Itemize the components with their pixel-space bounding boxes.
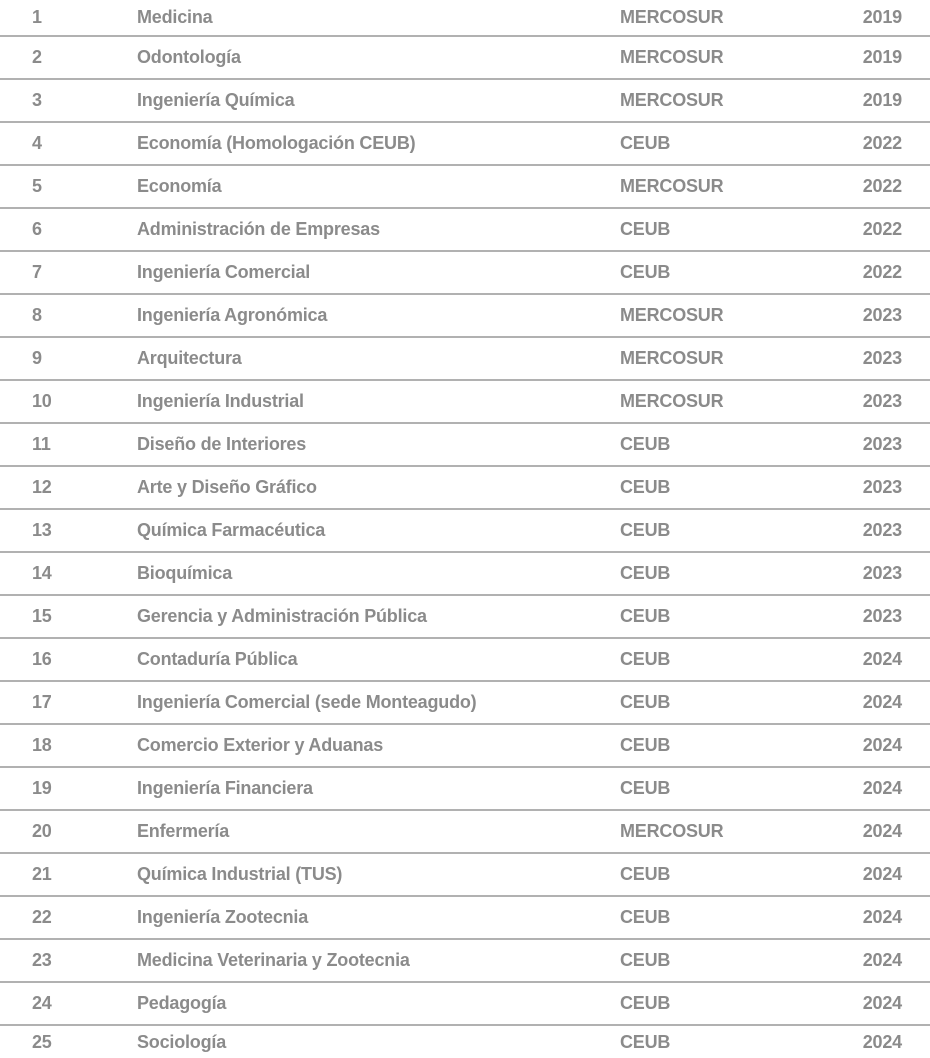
row-number: 3 xyxy=(32,90,42,110)
row-number: 18 xyxy=(32,735,52,755)
table-row xyxy=(0,639,930,682)
accreditation-year: 2023 xyxy=(862,348,902,368)
table-row xyxy=(0,295,930,338)
program-name: Ingeniería Industrial xyxy=(137,391,304,411)
row-number: 13 xyxy=(32,520,52,540)
row-number: 24 xyxy=(32,993,52,1013)
program-name: Química Industrial (TUS) xyxy=(137,864,343,884)
table-row xyxy=(0,596,930,639)
row-number: 7 xyxy=(32,262,42,282)
table-row xyxy=(0,166,930,209)
program-name: Sociología xyxy=(137,1031,227,1052)
table-row xyxy=(0,37,930,80)
accreditation-body: MERCOSUR xyxy=(620,90,724,110)
accreditation-body: CEUB xyxy=(620,993,671,1013)
program-name: Arquitectura xyxy=(137,348,242,368)
row-number: 20 xyxy=(32,821,52,841)
program-name: Bioquímica xyxy=(137,563,233,583)
accreditation-year: 2024 xyxy=(862,649,902,669)
accreditation-body: MERCOSUR xyxy=(620,7,724,27)
table-row xyxy=(0,854,930,897)
table-row xyxy=(0,682,930,725)
table-row xyxy=(0,381,930,424)
table-row xyxy=(0,553,930,596)
row-number: 5 xyxy=(32,176,42,196)
accreditation-body: MERCOSUR xyxy=(620,47,724,67)
row-number: 6 xyxy=(32,219,42,239)
program-name: Química Farmacéutica xyxy=(137,520,326,540)
accreditation-body: CEUB xyxy=(620,133,671,153)
table-row xyxy=(0,123,930,166)
accreditation-body: MERCOSUR xyxy=(620,821,724,841)
table-row xyxy=(0,897,930,940)
program-name: Ingeniería Agronómica xyxy=(137,305,328,325)
row-number: 14 xyxy=(32,563,52,583)
accreditation-body: CEUB xyxy=(620,1031,671,1052)
row-number: 23 xyxy=(32,950,52,970)
program-name: Administración de Empresas xyxy=(137,219,380,239)
program-name: Ingeniería Comercial xyxy=(137,262,311,282)
table-row xyxy=(0,80,930,123)
row-number: 16 xyxy=(32,649,52,669)
row-number: 11 xyxy=(32,434,51,454)
accreditation-year: 2022 xyxy=(862,219,902,239)
accreditation-body: CEUB xyxy=(620,692,671,712)
program-name: Medicina xyxy=(137,7,213,27)
accreditation-year: 2024 xyxy=(862,950,902,970)
accreditation-year: 2024 xyxy=(862,821,902,841)
accreditation-body: MERCOSUR xyxy=(620,305,724,325)
accreditation-year: 2023 xyxy=(862,606,902,626)
table-row xyxy=(0,983,930,1026)
row-number: 1 xyxy=(32,7,42,27)
row-number: 4 xyxy=(32,133,42,153)
accreditation-year: 2023 xyxy=(862,305,902,325)
row-number: 9 xyxy=(32,348,42,368)
table-row xyxy=(0,467,930,510)
program-name: Medicina Veterinaria y Zootecnia xyxy=(137,950,410,970)
accreditation-body: CEUB xyxy=(620,606,671,626)
accreditation-year: 2024 xyxy=(862,907,902,927)
program-name: Ingeniería Química xyxy=(137,90,295,110)
program-name: Arte y Diseño Gráfico xyxy=(137,477,317,497)
table-row xyxy=(0,209,930,252)
accreditation-year: 2022 xyxy=(862,262,902,282)
accreditation-year: 2024 xyxy=(862,692,902,712)
accreditation-year: 2023 xyxy=(862,434,902,454)
accreditation-year: 2024 xyxy=(862,993,902,1013)
accreditation-year: 2023 xyxy=(862,520,902,540)
program-name: Economía xyxy=(137,176,222,196)
row-number: 8 xyxy=(32,305,42,325)
program-name: Ingeniería Financiera xyxy=(137,778,313,798)
accreditation-body: MERCOSUR xyxy=(620,391,724,411)
accreditation-body: CEUB xyxy=(620,219,671,239)
row-number: 21 xyxy=(32,864,52,884)
accreditation-year: 2024 xyxy=(862,778,902,798)
row-number: 25 xyxy=(32,1031,52,1052)
accreditation-year: 2024 xyxy=(862,1031,902,1052)
table-row xyxy=(0,510,930,553)
row-number: 19 xyxy=(32,778,52,798)
row-number: 15 xyxy=(32,606,52,626)
accreditation-body: CEUB xyxy=(620,778,671,798)
accreditation-year: 2022 xyxy=(862,133,902,153)
program-name: Diseño de Interiores xyxy=(137,434,307,454)
table-row xyxy=(0,940,930,983)
row-number: 10 xyxy=(32,391,52,411)
accreditation-body: CEUB xyxy=(620,864,671,884)
program-name: Enfermería xyxy=(137,821,230,841)
table-row xyxy=(0,725,930,768)
table-row xyxy=(0,0,930,37)
row-number: 12 xyxy=(32,477,52,497)
accreditation-body: CEUB xyxy=(620,520,671,540)
accreditation-year: 2024 xyxy=(862,864,902,884)
accreditation-year: 2023 xyxy=(862,477,902,497)
table-row xyxy=(0,252,930,295)
table-row xyxy=(0,1026,930,1058)
accreditation-year: 2019 xyxy=(862,7,902,27)
accreditation-body: MERCOSUR xyxy=(620,348,724,368)
accreditation-year: 2023 xyxy=(862,391,902,411)
program-name: Odontología xyxy=(137,47,241,67)
accreditation-body: MERCOSUR xyxy=(620,176,724,196)
accreditation-year: 2022 xyxy=(862,176,902,196)
accreditation-year: 2024 xyxy=(862,735,902,755)
program-name: Economía (Homologación CEUB) xyxy=(137,133,416,153)
row-number: 22 xyxy=(32,907,52,927)
accreditation-year: 2023 xyxy=(862,563,902,583)
program-name: Ingeniería Zootecnia xyxy=(137,907,309,927)
accreditation-body: CEUB xyxy=(620,262,671,282)
accreditation-body: CEUB xyxy=(620,477,671,497)
program-name: Comercio Exterior y Aduanas xyxy=(137,735,384,755)
accreditation-body: CEUB xyxy=(620,735,671,755)
program-name: Pedagogía xyxy=(137,993,227,1013)
accreditation-body: CEUB xyxy=(620,907,671,927)
accreditation-year: 2019 xyxy=(862,90,902,110)
accreditation-body: CEUB xyxy=(620,950,671,970)
accreditation-body: CEUB xyxy=(620,434,671,454)
accreditation-year: 2019 xyxy=(862,47,902,67)
accreditation-body: CEUB xyxy=(620,563,671,583)
row-number: 17 xyxy=(32,692,52,712)
program-name: Contaduría Pública xyxy=(137,649,298,669)
table-row xyxy=(0,768,930,811)
table-row xyxy=(0,811,930,854)
table-row xyxy=(0,424,930,467)
row-number: 2 xyxy=(32,47,42,67)
program-name: Ingeniería Comercial (sede Monteagudo) xyxy=(137,692,477,712)
accreditation-body: CEUB xyxy=(620,649,671,669)
program-name: Gerencia y Administración Pública xyxy=(137,606,427,626)
table-row xyxy=(0,338,930,381)
